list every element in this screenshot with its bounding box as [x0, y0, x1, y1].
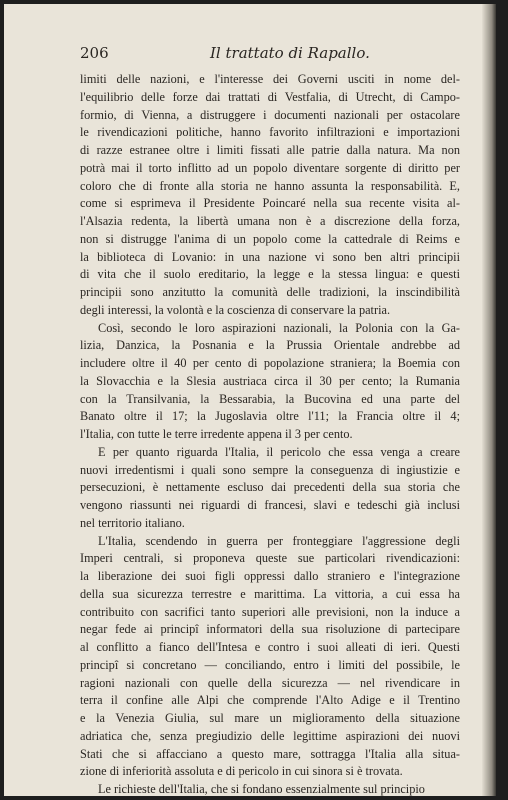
book-page — [4, 4, 496, 796]
text-line: la liberazione dei suoi figli oppressi dallo straniero e l'integrazione — [80, 569, 460, 583]
text-line: Le richieste dell'Italia, che si fondano essenzialmente sul principio — [98, 782, 425, 796]
text-line: limiti delle nazioni, e l'interesse dei Governi usciti in nome del- — [80, 72, 460, 86]
paragraph — [80, 781, 460, 799]
text-line: al conflitto a fianco dell'Intesa e contro i suoi alleati di ieri. Questi — [80, 640, 460, 654]
text-line: persecuzioni, è nettamente escluso dai precedenti della sua storia che — [80, 480, 460, 495]
text-line: vengono riassunti nei riguardi di francesi, slavi e tedeschi già inclusi — [80, 498, 460, 512]
text-line: di vita che il suolo ereditario, la legge e la stessa lingua: e questi — [80, 267, 460, 282]
paragraph — [80, 71, 460, 320]
paragraph — [80, 533, 460, 782]
text-line: e la Venezia Giulia, sul mare un miglioramento della situazione — [80, 711, 460, 725]
text-line: nuovi irredentismi i quali sono sempre la conseguenza di ingiustizie e — [80, 462, 460, 477]
text-line: l'equilibrio delle forze dai trattati di Vestfalia, di Utrecht, di Campo- — [80, 89, 460, 104]
text-line: terra il confine alle Alpi che comprende l'Alto Adige e il Trentino — [80, 693, 460, 708]
text-line: la biblioteca di Lovanio: in una nazione vi sono ben altri principii — [80, 249, 460, 264]
page-number: 206 — [80, 44, 109, 62]
text-line: ragioni nazionali con quelle della sicurezza — nel rivendicare in — [80, 675, 460, 690]
text-line: l'Italia, con tutte le terre irredente appena il 3 per cento. — [80, 427, 353, 441]
text-line: E per quanto riguarda l'Italia, il pericolo che essa venga a creare — [98, 444, 460, 459]
text-line: contribuito con sacrifici tanto superiori alle previsioni, non la induce a — [80, 604, 460, 619]
text-line: le rivendicazioni politiche, hanno favorito infiltrazioni e importazioni — [80, 125, 460, 140]
text-line: coloro che di fronte alla storia ne hanno assunta la responsabilità. E, — [80, 178, 460, 193]
page-header — [80, 44, 460, 64]
text-line: di razze estranee oltre i limiti fissati alle patrie dalla natura. Ma non — [80, 143, 460, 157]
text-line: con la Transilvania, la Bessarabia, la Bucovina ed una parte del — [80, 391, 460, 406]
text-line: negar fede ai principî informatori della sua risoluzione di partecipare — [80, 622, 460, 637]
text-line: Imperi centrali, si proponeva queste sue particolari rivendicazioni: — [80, 551, 460, 566]
text-line: lizia, Danzica, la Posnania e la Prussia Orientale andrebbe ad — [80, 338, 460, 353]
text-line: come si esprimeva il Presidente Poincaré nella sua recente visita al- — [80, 196, 460, 211]
paragraph — [80, 320, 460, 444]
text-line: Banato oltre il 17; la Jugoslavia oltre l'11; la Francia oltre il 4; — [80, 409, 460, 424]
text-line: Stati che si affacciano a questo mare, sottragga l'Italia alla situa- — [80, 746, 460, 761]
text-line: nel territorio italiano. — [80, 515, 185, 530]
text-line: la Slovacchia e la Slesia austriaca circa il 30 per cento; la Rumania — [80, 373, 460, 388]
text-line: degli interessi, la volontà e la coscienza di conservare la patria. — [80, 302, 391, 317]
running-title: Il trattato di Rapallo. — [210, 44, 370, 62]
paragraph — [80, 444, 460, 533]
text-line: principî si concretano — conciliando, entro i limiti del possibile, le — [80, 657, 460, 672]
body-text — [80, 71, 460, 799]
text-line: includere oltre il 40 per cento di popolazione straniera; la Boemia con — [80, 356, 460, 370]
page-spine-shadow — [482, 4, 496, 796]
text-line: zione di inferiorità assoluta e di pericolo in cui sinora si è trovata. — [80, 764, 403, 779]
text-line: della sua sicurezza terrestre e marittima. La vittoria, a cui essa ha — [80, 586, 460, 601]
text-line: potrà mai il torto inflitto ad un popolo diventare sorgente di diritto per — [80, 160, 460, 175]
text-line: principii sono anzitutto la comunità delle tradizioni, la inscindibilità — [80, 285, 460, 299]
text-line: adriatica che, senza pregiudizio delle legittime aspirazioni dei nuovi — [80, 728, 460, 743]
text-line: Così, secondo le loro aspirazioni nazionali, la Polonia con la Ga- — [98, 320, 460, 335]
text-line: L'Italia, scendendo in guerra per fronteggiare l'aggressione degli — [98, 533, 460, 548]
text-line: non si distrugge l'anima di un popolo come la cattedrale di Reims e — [80, 231, 460, 246]
text-line: l'Alsazia redenta, la libertà umana non è a discrezione della forza, — [80, 214, 460, 228]
text-line: formio, di Vienna, a distruggere i documenti nazionali per ostacolare — [80, 107, 460, 122]
